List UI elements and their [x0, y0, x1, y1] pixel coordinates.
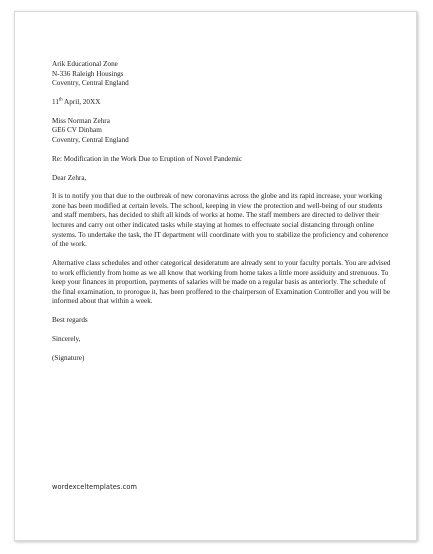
- date-day: 11: [52, 97, 59, 106]
- recipient-address: [52, 117, 392, 146]
- letter-date: [52, 98, 392, 108]
- closing-best-regards: Best regards: [52, 316, 88, 325]
- date-ordinal: th: [58, 97, 63, 103]
- sender-address-line1: N-336 Raleigh Housings: [52, 69, 124, 78]
- sender-name: Arik Educational Zone: [52, 60, 118, 68]
- recipient-address-line2: Coventry, Central England: [52, 135, 129, 144]
- signature-placeholder: (Signature): [52, 353, 85, 362]
- body-paragraph-2: Alternative class schedules and other categorical desideratum are already sent to your faculty portals. You are advised to work efficiently from home as we all know that working from home takes a little more assiduity and strenuous. To keep your finances in proportion, payments of salaries will be made on a regular basis as anteriorly. The schedule of the final examination, to prorogue it, has been proffered to the chairperson of Examination Controller and you will be informed about that within a week.: [52, 259, 391, 306]
- footer-website: wordexceltemplates.com: [52, 483, 138, 491]
- subject-line: Re: Modification in the Work Due to Eruption of Novel Pandemic: [52, 154, 243, 163]
- date-rest: April, 20XX: [62, 97, 101, 106]
- recipient-name: Miss Norman Zehra: [52, 116, 110, 125]
- letter-page: [14, 11, 417, 541]
- salutation: Dear Zehra,: [52, 173, 87, 182]
- body-paragraph-1: It is to notify you that due to the outbreak of new coronavirus across the globe and its rapid increase, your working zone has been modified at certain levels. The school, keeping in view the protection and well-being of our students and staff members, has decided to shift all kinds of works at home. The staff members are directed to deliver their lectures and carry out other indicated tasks while staying at homes to effectuate social distancing through online systems. To undertake the task, the IT department will coordinate with you to stabilize the proficiency and coherence of the work.: [52, 192, 389, 249]
- recipient-address-line1: GE6 CV Dinham: [52, 126, 102, 135]
- sender-address: [52, 60, 392, 89]
- sender-address-line2: Coventry, Central England: [52, 79, 129, 88]
- closing-sincerely: Sincerely,: [52, 334, 81, 343]
- letter-body: [52, 60, 392, 363]
